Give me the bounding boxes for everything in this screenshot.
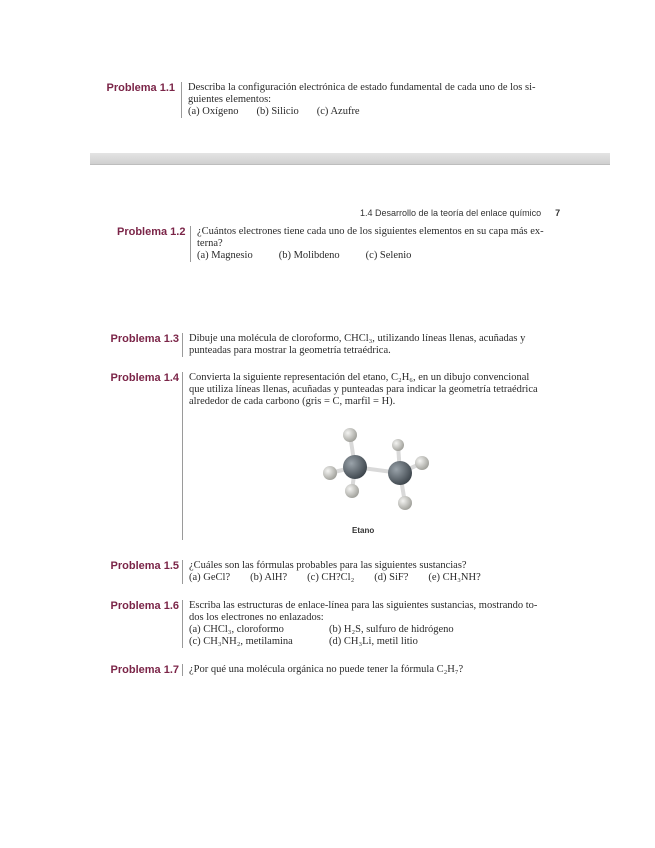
problem-text xyxy=(182,600,589,648)
answer-a: (a) Magnesio xyxy=(197,250,253,261)
answer-a: (a) Oxígeno xyxy=(188,106,239,117)
section-title: 1.4 Desarrollo de la teoría del enlace químico xyxy=(360,208,542,218)
problem-label: Problema 1.5 xyxy=(110,560,179,572)
answer-a: (a) GeCl? xyxy=(189,572,231,583)
page-number: 7 xyxy=(555,208,561,218)
problem-text xyxy=(182,560,589,584)
carbon-atom xyxy=(343,455,367,479)
answer-c: (c) CH?Cl₂ xyxy=(307,572,355,583)
answer-c: (c) Selenio xyxy=(365,250,412,261)
problem-1-6 xyxy=(108,600,589,648)
problem-1-5 xyxy=(108,560,589,584)
answer-b: (b) Silicio xyxy=(256,106,299,117)
answer-b: (b) H₂S, sulfuro de hidrógeno xyxy=(329,624,454,635)
problem-1-1 xyxy=(103,82,588,118)
problem-line: ¿Cuántos electrones tiene cada uno de los siguientes elementos en su capa más ex- xyxy=(197,226,544,237)
hydrogen-atom xyxy=(398,496,412,510)
answer-b: (b) Molibdeno xyxy=(278,250,340,261)
answer-e: (e) CH₃NH? xyxy=(428,572,481,583)
answer-d: (d) SiF? xyxy=(374,572,409,583)
problem-line: guientes elementos: xyxy=(188,94,272,105)
problem-line: punteadas para mostrar la geometría tetraédrica. xyxy=(189,345,391,356)
problem-line: ¿Por qué una molécula orgánica no puede tener la fórmula C₂H₇? xyxy=(189,664,464,675)
problem-line: Dibuje una molécula de cloroformo, CHCl₃, utilizando líneas llenas, acuñadas y xyxy=(189,333,526,344)
hydrogen-atom xyxy=(345,484,359,498)
ethane-model-image xyxy=(310,423,440,515)
problem-1-2 xyxy=(117,226,607,262)
problem-line: Escriba las estructuras de enlace-línea para las siguientes sustancias, mostrando to- xyxy=(189,600,538,611)
answer-a: (a) CHCl₃, cloroformo xyxy=(189,624,284,635)
answer-d: (d) CH₃Li, metil litio xyxy=(329,636,418,647)
answer-c: (c) CH₃NH₂, metilamina xyxy=(189,636,293,647)
problem-text xyxy=(190,226,607,262)
answer-row xyxy=(189,572,589,584)
problem-line: dos los electrones no enlazados: xyxy=(189,612,324,623)
hydrogen-atom xyxy=(415,456,429,470)
hydrogen-atom xyxy=(323,466,337,480)
problem-1-7 xyxy=(108,664,589,676)
problem-label: Problema 1.1 xyxy=(106,82,175,94)
problem-1-3 xyxy=(108,333,589,357)
problem-line: que utiliza líneas llenas, acuñadas y punteadas para indicar la geometría tetraédrica xyxy=(189,384,538,395)
page-divider xyxy=(90,153,610,165)
problem-text xyxy=(182,333,589,357)
answer-row xyxy=(197,250,607,262)
problem-label: Problema 1.7 xyxy=(110,664,179,676)
problem-line: Describa la configuración electrónica de estado fundamental de cada uno de los si- xyxy=(188,82,536,93)
answer-c: (c) Azufre xyxy=(316,106,360,117)
problem-line: Convierta la siguiente representación del etano, C₂H₆, en un dibujo convencional xyxy=(189,372,530,383)
running-header xyxy=(360,208,560,218)
carbon-atom xyxy=(388,461,412,485)
problem-label: Problema 1.4 xyxy=(110,372,179,384)
problem-line: ¿Cuáles son las fórmulas probables para las siguientes sustancias? xyxy=(189,560,467,571)
problem-line: alrededor de cada carbono (gris = C, marfil = H). xyxy=(189,396,396,407)
answer-b: (b) AlH? xyxy=(250,572,288,583)
problem-line: terna? xyxy=(197,238,223,249)
hydrogen-atom xyxy=(392,439,404,451)
problem-label: Problema 1.6 xyxy=(110,600,179,612)
hydrogen-atom xyxy=(343,428,357,442)
problem-label: Problema 1.2 xyxy=(117,226,186,238)
answer-grid xyxy=(189,624,589,648)
figure-caption: Etano xyxy=(352,526,375,535)
answer-row xyxy=(188,106,588,118)
problem-text xyxy=(182,664,589,676)
problem-text xyxy=(181,82,588,118)
problem-label: Problema 1.3 xyxy=(110,333,179,345)
